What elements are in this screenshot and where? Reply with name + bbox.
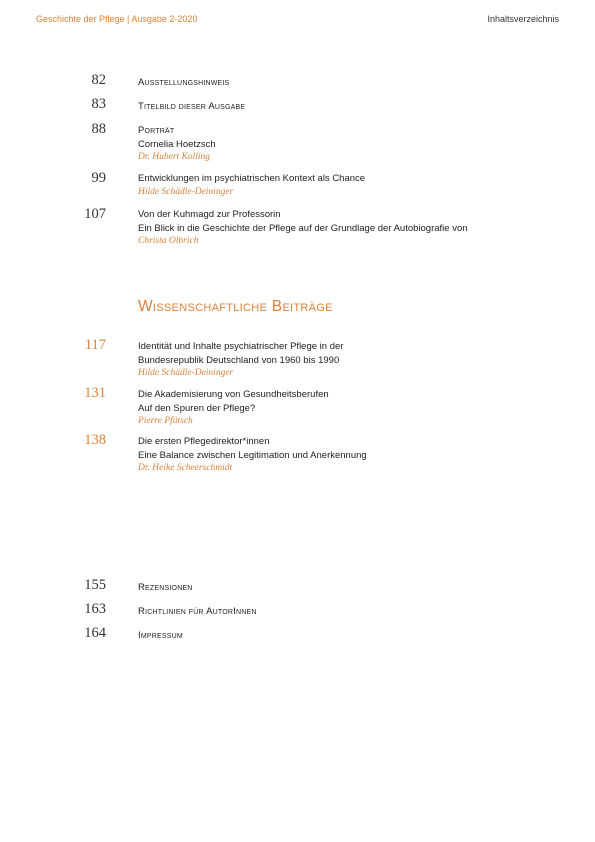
toc-entry-author: Pierre Pfütsch	[138, 416, 193, 426]
toc-entry-title: Richtlinien für AutorInnen	[138, 606, 257, 617]
toc-entry-title: Ausstellungshinweis	[138, 77, 230, 88]
toc-page-number: 107	[84, 206, 106, 222]
toc-page-number: 138	[84, 432, 106, 448]
toc-entry-author: Hilde Schädle-Deininger	[138, 186, 234, 197]
toc-entry-title: Identität und Inhalte psychiatrischer Pflege in der	[138, 341, 344, 352]
header-section-title: Inhaltsverzeichnis	[487, 14, 559, 24]
toc-entry-title: Von der Kuhmagd zur Professorin	[138, 209, 281, 220]
toc-entry-subtitle: Auf den Spuren der Pflege?	[138, 402, 256, 414]
toc-page-number: 83	[91, 96, 106, 112]
toc-entry-subtitle: Ein Blick in die Geschichte der Pflege auf der Grundlage der Autobiografie von	[138, 222, 468, 234]
toc-entry-subtitle: Bundesrepublik Deutschland von 1960 bis 1990	[138, 354, 340, 366]
section-heading: Wissenschaftliche Beiträge	[138, 298, 333, 315]
toc-page-number: 88	[91, 121, 106, 137]
toc-entry-title: Titelbild dieser Ausgabe	[138, 101, 246, 112]
toc-entry-title: Rezensionen	[138, 582, 193, 593]
toc-page-number: 131	[84, 385, 106, 401]
toc-entry-title: Entwicklungen im psychiatrischen Kontext als Chance	[138, 173, 366, 184]
toc-page-number: 155	[84, 577, 106, 593]
toc-entry-author: Dr. Heike Scheerschmidt	[138, 463, 233, 473]
toc-entry-author: Hilde Schädle-Deininger	[138, 368, 234, 378]
toc-entry-author: Dr. Hubert Kolling	[138, 152, 211, 162]
toc-page-number: 164	[84, 625, 106, 641]
toc-page-number: 82	[91, 72, 106, 88]
toc-page-number: 117	[84, 337, 106, 353]
toc-entry-subtitle: Cornelia Hoetzsch	[138, 138, 216, 150]
toc-page-number: 163	[84, 601, 106, 617]
toc-entry-author: Christa Olbrich	[138, 236, 199, 246]
toc-entry-title: Die ersten Pflegedirektor*innen	[138, 436, 270, 447]
toc-entry-title: Die Akademisierung von Gesundheitsberufen	[138, 389, 329, 400]
header-journal-title: Geschichte der Pflege | Ausgabe 2-2020	[36, 14, 198, 24]
toc-entry-title: Impressum	[138, 630, 183, 641]
toc-page-number: 99	[91, 170, 106, 186]
toc-entry-subtitle: Eine Balance zwischen Legitimation und Anerkennung	[138, 449, 367, 461]
toc-entry-title: Porträt	[138, 125, 175, 136]
